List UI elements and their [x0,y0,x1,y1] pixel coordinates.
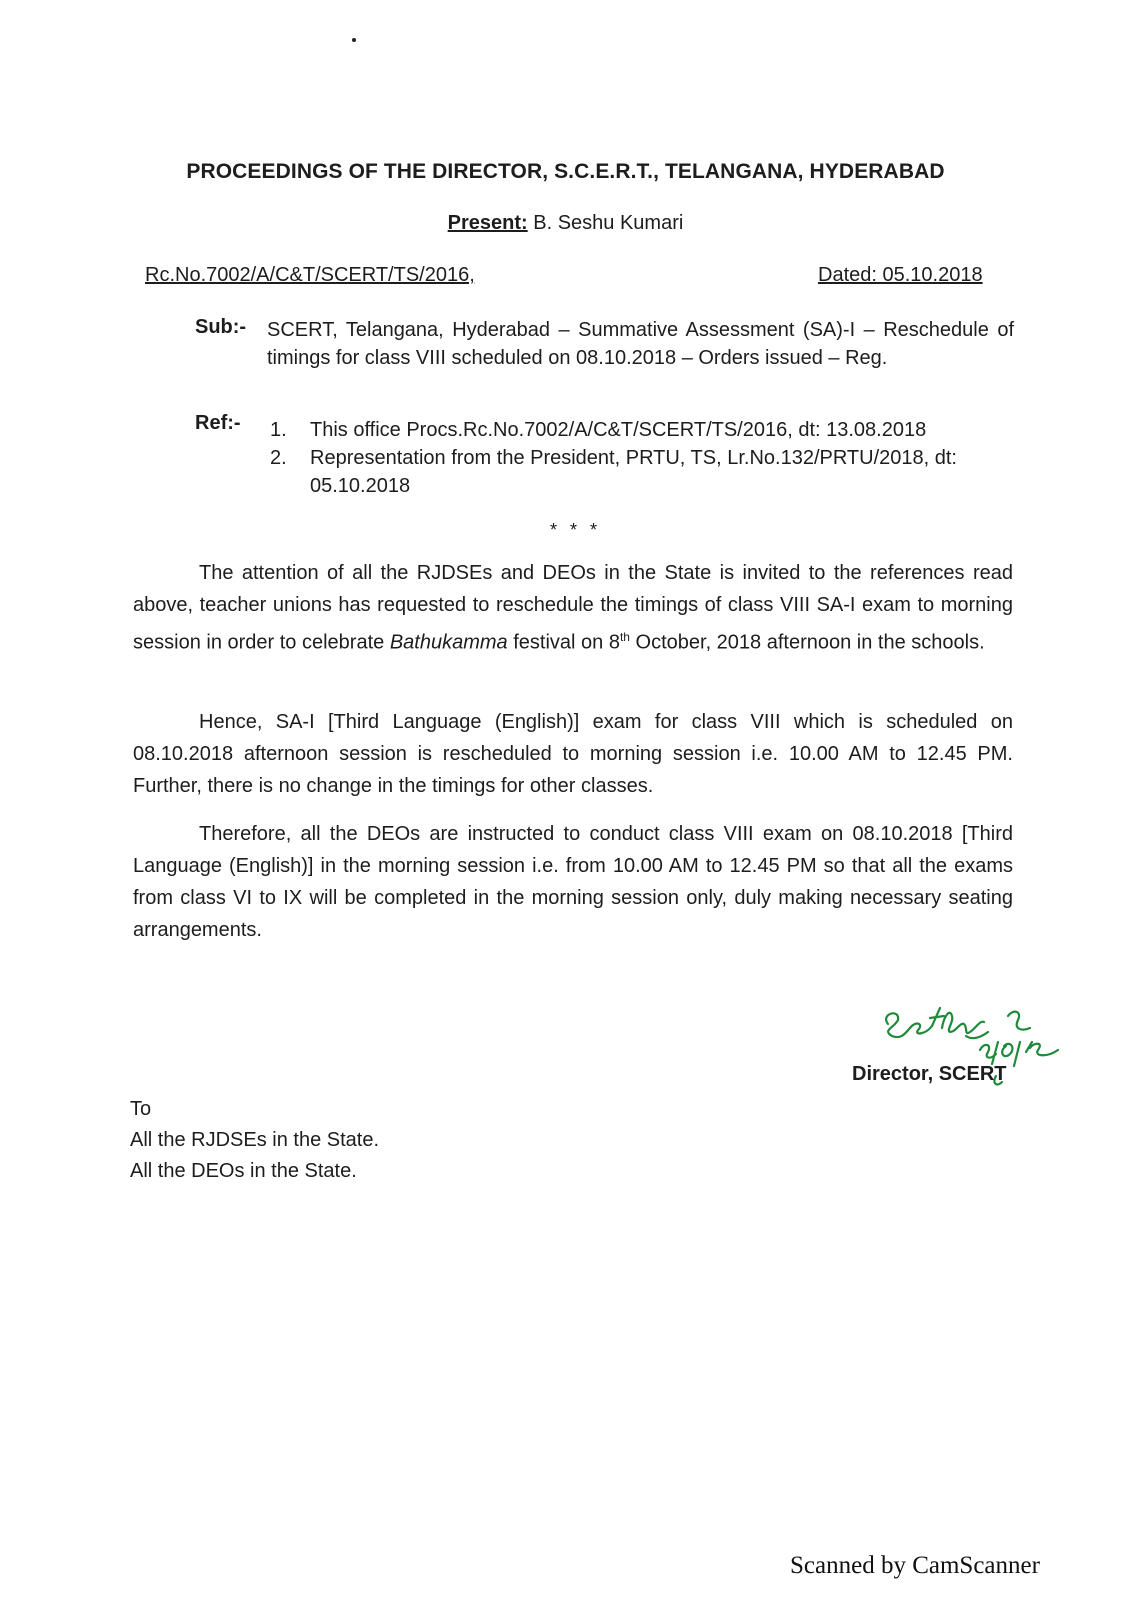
present-label: Present: [447,212,528,234]
dated-line: Dated: 05.10.2018 [818,264,983,286]
paragraph-instruction: Therefore, all the DEOs are instructed to conduct class VIII exam on 08.10.2018 [Third Language (English)] in the morning session i.e. from 10.00 AM to 12.45 PM so that all the exams from class VI to IX will be completed in the morning session only, duly making necessary seating arrangements. [133,823,1013,941]
paragraph-attention [133,557,1013,659]
recipient-line: All the RJDSEs in the State. [130,1129,380,1151]
reference-number-marker: 1. [270,419,287,441]
subject-label: Sub:- [195,316,247,338]
list-item [270,416,1015,444]
paragraph-text: The attention of all the RJDSEs and DEOs in the State is invited to the references read above, teacher unions has requested to reschedule the timings of class VIII SA-I exam to morning session in order to celebrate [133,562,1013,654]
recipients-block [130,1094,379,1187]
recipient-line: All the DEOs in the State. [130,1160,357,1182]
reference-number-marker: 2. [270,447,287,469]
ordinal-suffix: th [619,630,630,644]
scanner-watermark: Scanned by CamScanner [790,1552,1040,1579]
present-line [0,212,1131,235]
recipients-to-label: To [130,1098,152,1120]
paragraph-reschedule: Hence, SA-I [Third Language (English)] exam for class VIII which is scheduled on 08.10.2018 afternoon session is rescheduled to morning session i.e. 10.00 AM to 12.45 PM. Further, there is no change in the timings for other classes. [133,711,1013,797]
festival-name: Bathukamma [389,631,508,654]
reference-number: Rc.No.7002/A/C&T/SCERT/TS/2016, [145,264,475,286]
list-item [270,444,1015,500]
subject-text: SCERT, Telangana, Hyderabad – Summative Assessment (SA)-I – Reschedule of timings for class VIII scheduled on 08.10.2018 – Orders issued – Reg. [267,319,1014,369]
references-label: Ref:- [195,412,241,434]
signatory-title: Director, SCERT [852,1063,1007,1085]
references-list [270,416,1015,500]
reference-text: This office Procs.Rc.No.7002/A/C&T/SCERT/TS/2016, dt: 13.08.2018 [310,419,927,441]
paragraph-text: festival on 8 [507,631,620,654]
present-name: B. Seshu Kumari [533,212,684,234]
section-separator: * * * [549,520,602,540]
reference-text: Representation from the President, PRTU, TS, Lr.No.132/PRTU/2018, dt: 05.10.2018 [310,447,957,497]
page-title: PROCEEDINGS OF THE DIRECTOR, S.C.E.R.T., TELANGANA, HYDERABAD [186,160,945,183]
scan-speck [352,38,356,42]
paragraph-text: October, 2018 afternoon in the schools. [629,631,985,654]
